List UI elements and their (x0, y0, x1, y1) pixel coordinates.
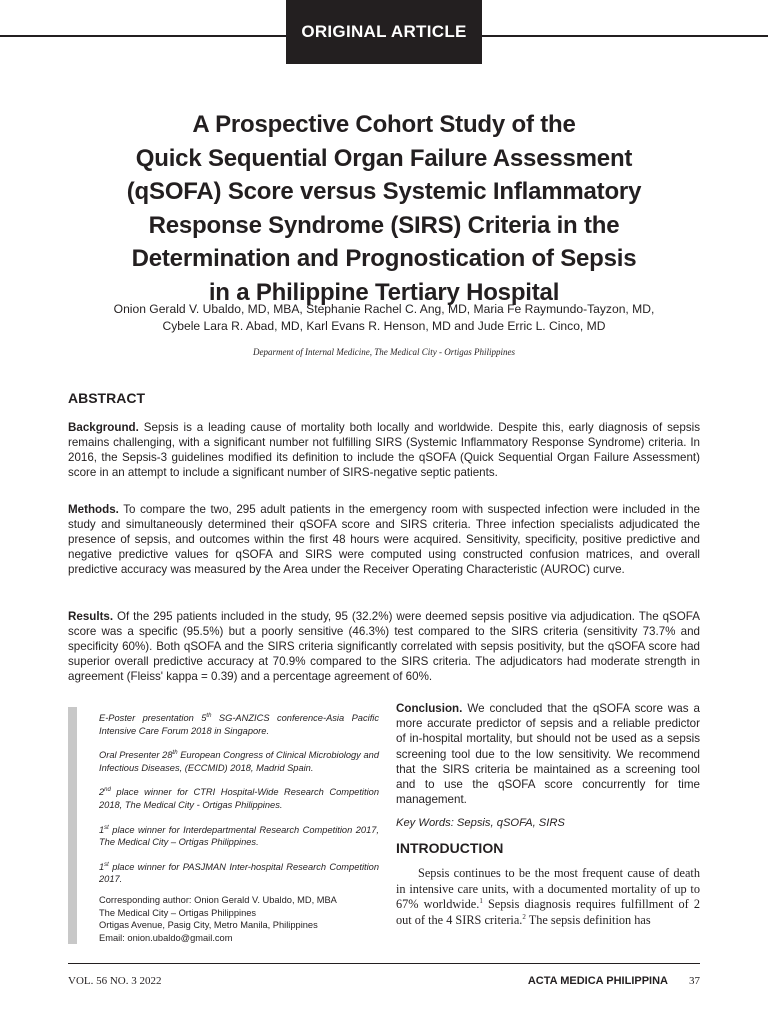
note-text: 1 (99, 824, 105, 835)
affiliation: Deparment of Internal Medicine, The Medical City - Ortigas Philippines (253, 347, 515, 357)
abstract-results (68, 609, 700, 684)
presentation-notes (99, 712, 379, 898)
note-text: 1 (99, 861, 105, 872)
methods-text: To compare the two, 295 adult patients in the emergency room with suspected infection were included in the study and simultaneously determined their qSOFA score and SIRS criteria. Three infection specialists adjudicated the presence of sepsis, and outcomes within the first 48 hours were acquired. Sensitivity, specificity, positive predictive and negative predictive values for qSOFA and SIRS were computed using constructed confusion matrices, and overall predictive accuracy was measured by the Area under the Receiver Operating Characteristic (AUROC) curve. (68, 503, 700, 577)
article-type-tag (286, 0, 482, 64)
background-text: Sepsis is a leading cause of mortality both locally and worldwide. Despite this, early diagnosis of sepsis remains challenging, with a significant number not fulfilling SIRS (Systemic Inflammatory Response Syndrome) criteria. In 2016, the Sepsis-3 guidelines modified its definition to include the qSOFA (Quick Sequential Organ Failure Assessment) score in an attempt to include a significant number of SIRS-negative septic patients. (68, 421, 700, 480)
corresponding-line: Corresponding author: Onion Gerald V. Ubaldo, MD, MBA (99, 895, 337, 905)
note-sup: nd (104, 787, 111, 794)
note-item (99, 861, 379, 886)
note-text: European Congress of Clinical Microbiology and Infectious Diseases, (ECCMID) 2018, Madrid Spain. (99, 750, 379, 773)
note-sup: st (104, 824, 109, 831)
note-sup: th (206, 712, 212, 719)
corresponding-email: Email: onion.ubaldo@gmail.com (99, 932, 233, 943)
title-line: in a Philippine Tertiary Hospital (208, 278, 560, 306)
conclusion-text: We concluded that the qSOFA score was a more accurate predictor of sepsis and a reliable predictor of in-hospital mortality, but should not be used as a sepsis screening tool due to the low sensitivity. We recommend that the SIRS criteria be maintained as a screening tool and to use the qSOFA score concurrently for time management. (396, 702, 700, 807)
conclusion-label: Conclusion. (396, 702, 463, 715)
note-text: 2 (99, 787, 105, 798)
footer-journal: ACTA MEDICA PHILIPPINA (527, 975, 668, 987)
article-type-label: ORIGINAL ARTICLE (301, 22, 467, 41)
intro-text: The sepsis definition has (525, 912, 651, 927)
abstract-methods (68, 502, 700, 577)
author-line: Cybele Lara R. Abad, MD, Karl Evans R. Henson, MD and Jude Erric L. Cinco, MD (162, 319, 606, 333)
author-line: Onion Gerald V. Ubaldo, MD, MBA, Stephanie Rachel C. Ang, MD, Maria Fe Raymundo-Tayzon, MD, (113, 302, 655, 316)
note-item (99, 786, 379, 811)
background-label: Background. (68, 421, 139, 434)
title-line: Determination and Prognostication of Sepsis (131, 245, 637, 273)
note-item (99, 749, 379, 774)
citation-sup: 2 (522, 912, 526, 921)
author-list (40, 301, 728, 335)
corresponding-line: Ortigas Avenue, Pasig City, Metro Manila, Philippines (99, 920, 318, 931)
article-title (60, 108, 708, 309)
results-label: Results. (68, 610, 114, 623)
note-item (99, 712, 379, 737)
corresponding-author (99, 894, 384, 944)
introduction-heading: INTRODUCTION (396, 840, 504, 857)
footer-rule (68, 963, 700, 964)
page-number: 37 (689, 975, 700, 987)
note-sup: st (104, 861, 109, 868)
methods-label: Methods. (68, 503, 119, 516)
intro-text: Sepsis diagnosis requires fulfillment of 2 out of the 4 SIRS criteria. (396, 897, 700, 927)
citation-sup: 1 (479, 897, 483, 906)
keywords: Key Words: Sepsis, qSOFA, SIRS (396, 817, 565, 830)
abstract-conclusion (396, 701, 700, 807)
title-line: Quick Sequential Organ Failure Assessment (135, 144, 633, 172)
footer-volume: VOL. 56 NO. 3 2022 (68, 975, 162, 987)
title-line: (qSOFA) Score versus Systemic Inflammatory (126, 178, 642, 206)
note-text: Oral Presenter 28 (99, 750, 173, 761)
abstract-heading: ABSTRACT (68, 390, 145, 406)
note-text: SG-ANZICS conference-Asia Pacific Intensive Care Forum 2018 in Singapore. (99, 713, 379, 736)
note-sup: th (172, 750, 178, 757)
note-text: E-Poster presentation 5 (99, 713, 207, 723)
corresponding-line: The Medical City – Ortigas Philippines (99, 907, 257, 918)
title-line: A Prospective Cohort Study of the (192, 111, 576, 139)
results-text: Of the 295 patients included in the study, 95 (32.2%) were deemed sepsis positive via adjudication. The qSOFA score was a specific (95.5%) but a poorly sensitive (46.3%) test compared to the SIRS criteria (sensitivity 73.7% and specificity 60%). Both qSOFA and the SIRS criteria significantly correlated with sepsis positivity, but the qSOFA score had superior overall predictive accuracy at 70.9% compared to the SIRS criteria. The adjudicators had moderate strength in agreement (Fleiss' kappa = 0.39) and a percentage agreement of 60%. (68, 610, 700, 684)
intro-text: Sepsis continues to be the most frequent cause of death in intensive care units, with a documented mortality of up to 67% worldwide. (396, 866, 700, 912)
note-text: place winner for PASJMAN Inter-hospital Research Competition 2017. (99, 861, 379, 885)
title-line: Response Syndrome (SIRS) Criteria in the (148, 211, 620, 239)
note-item (99, 824, 379, 849)
note-text: place winner for CTRI Hospital-Wide Research Competition 2018, The Medical City - Ortigas Philippines. (99, 787, 379, 810)
abstract-background (68, 420, 700, 480)
right-column (396, 701, 700, 928)
note-text: place winner for Interdepartmental Research Competition 2017, The Medical City – Ortigas Philippines. (99, 824, 379, 848)
presentation-notes-box (68, 707, 390, 944)
introduction-text (396, 866, 700, 928)
